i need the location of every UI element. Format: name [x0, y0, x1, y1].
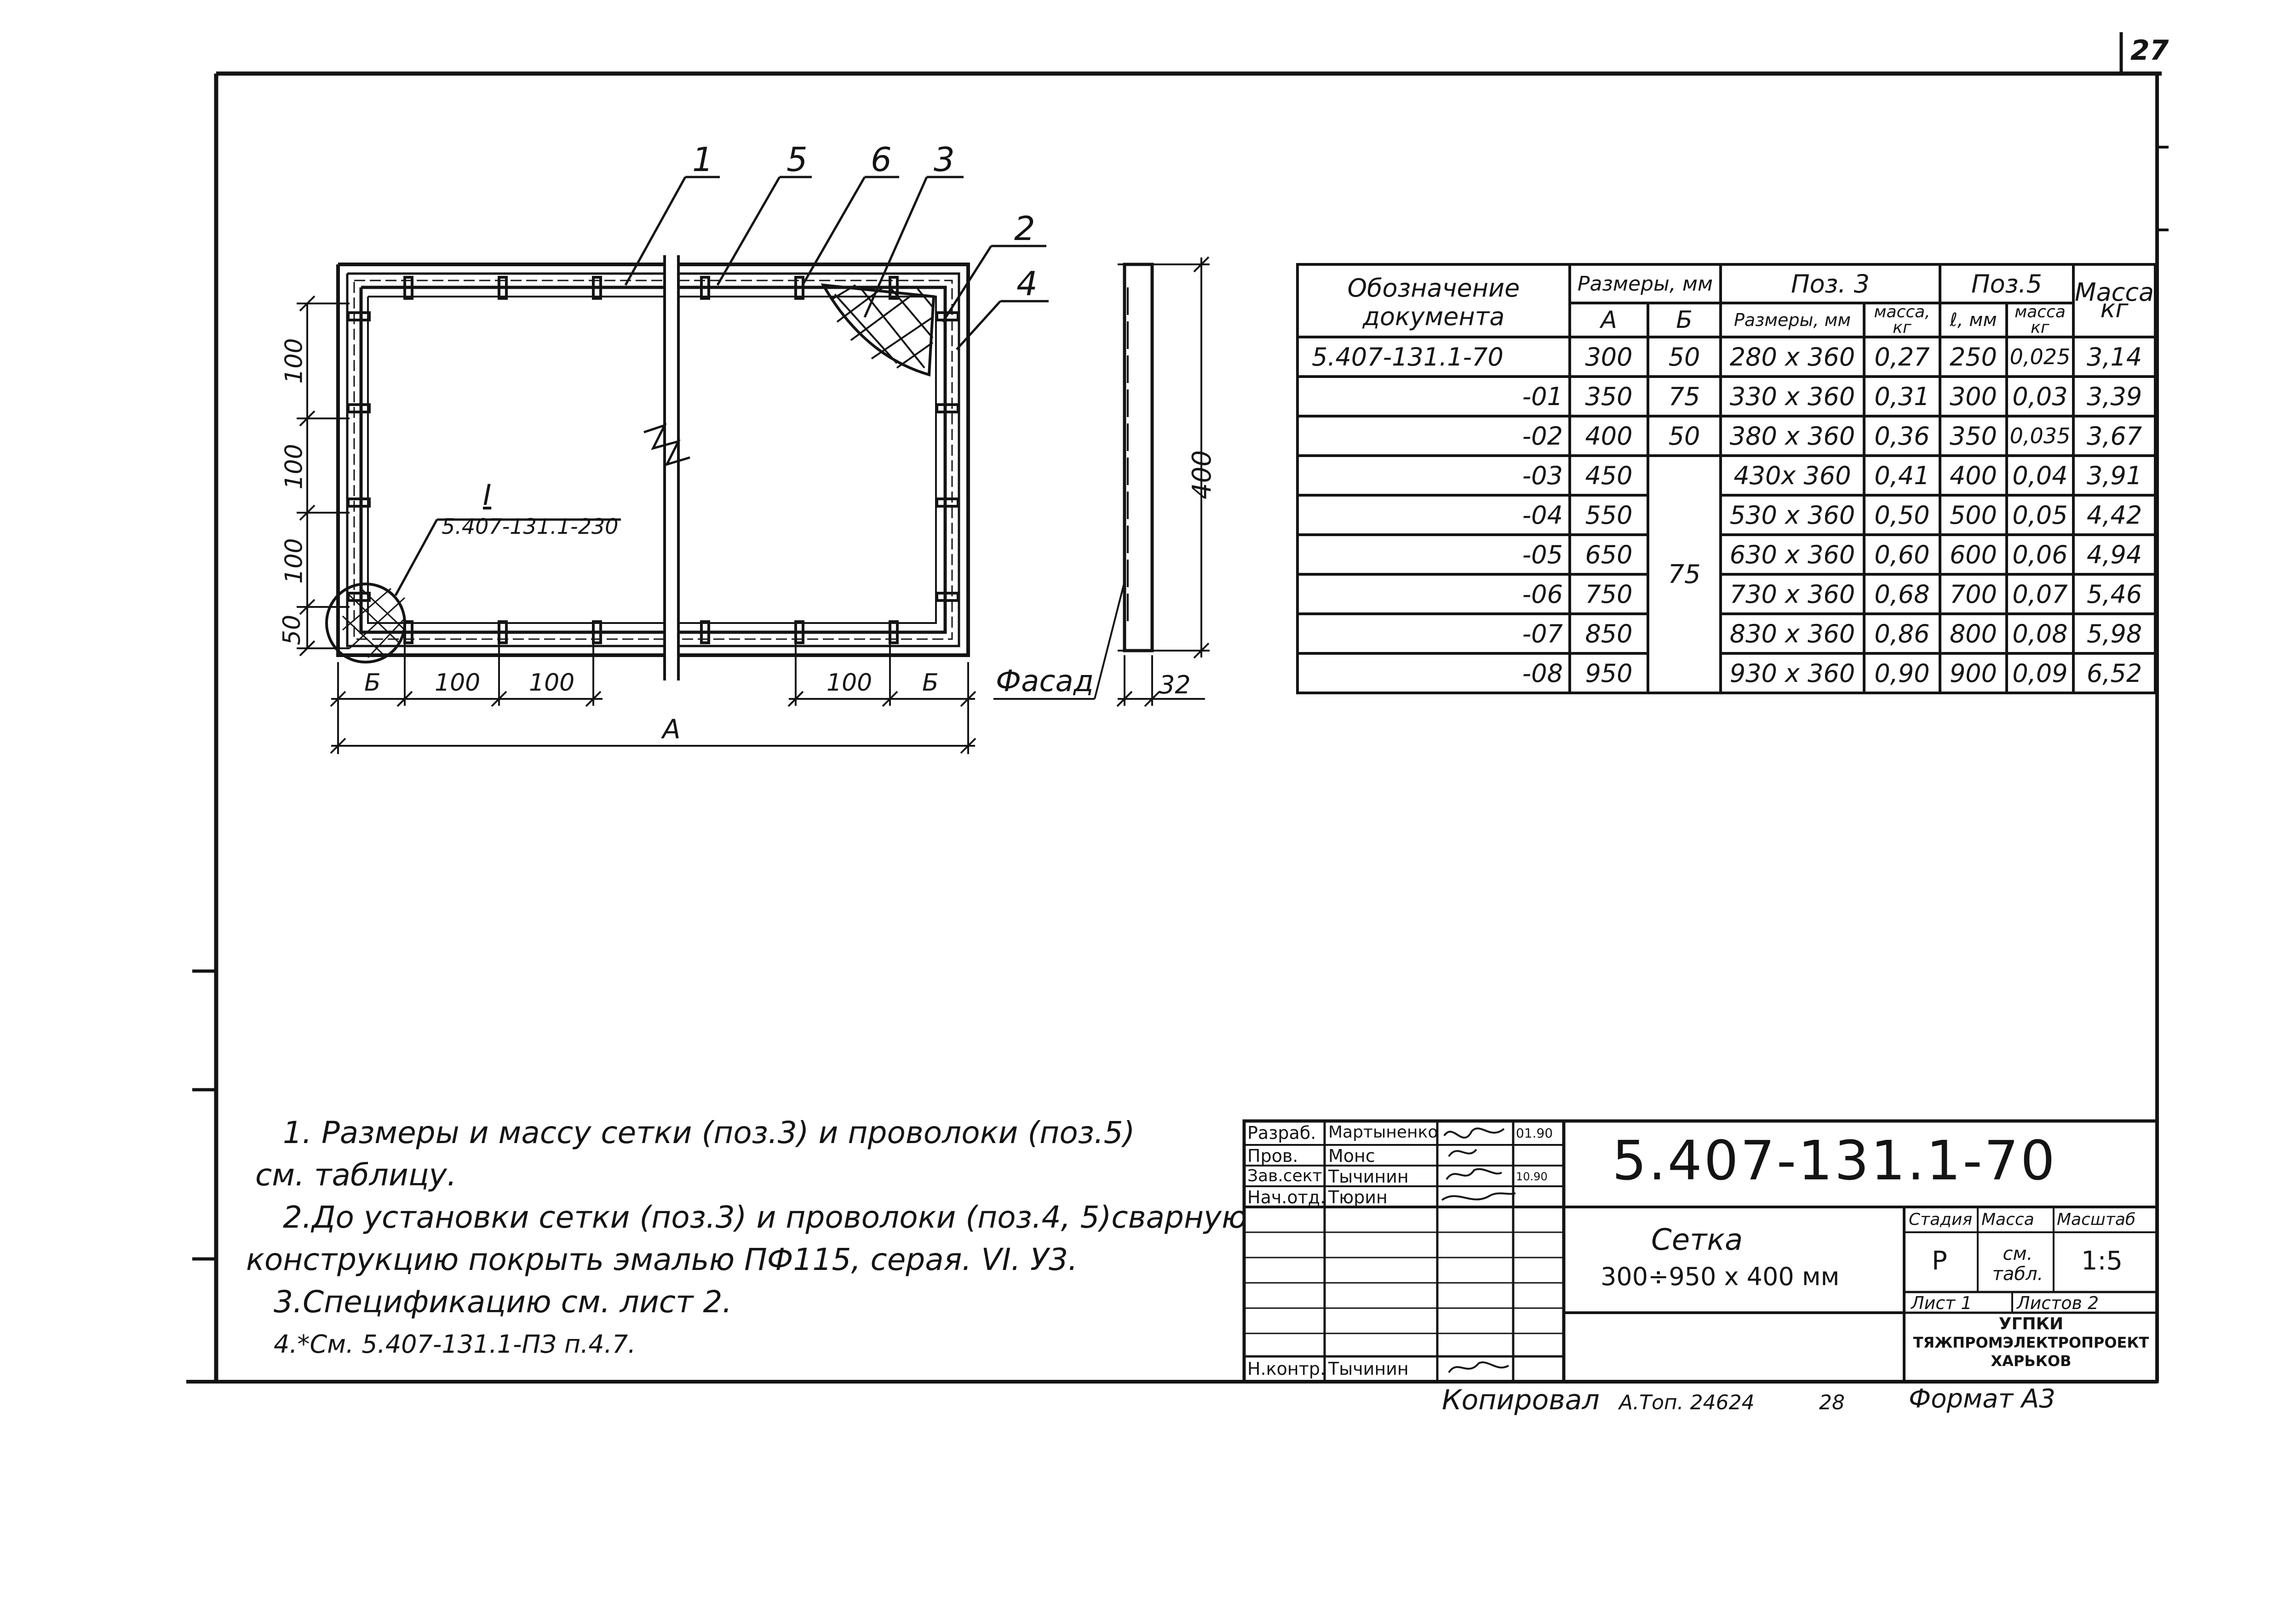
role-dept-head: Нач.отд. [1247, 1187, 1326, 1207]
name-sector-head: Тычинин [1328, 1167, 1409, 1187]
header-pos5-l: ℓ, мм [1940, 303, 2007, 337]
sheets-label: Листов 2 [2017, 1293, 2099, 1313]
facade-label: Фасад [996, 664, 1094, 698]
header-document: Обозначение документа [1297, 264, 1570, 337]
leader-label-5: 5 [786, 140, 808, 179]
mass-label: Масса [1981, 1210, 2034, 1229]
stage-value: Р [1932, 1246, 1947, 1276]
dim-left-100-a: 100 [280, 338, 308, 384]
dim-left-100-c: 100 [280, 538, 308, 584]
dim-left-50: 50 [278, 614, 306, 646]
scale-value: 1:5 [2081, 1246, 2123, 1276]
table-row: -02 400 50 380 x 360 0,36 350 0,035 3,67 [1297, 416, 2155, 456]
document-name: Сетка [1651, 1223, 1743, 1257]
b-merged-cell: 75 [1648, 456, 1721, 693]
role-sector-head: Зав.сект. [1247, 1167, 1327, 1185]
note-line: см. таблицу. [255, 1157, 457, 1193]
header-pos3: Поз. 3 [1721, 264, 1940, 303]
table-row: -04 550 530 x 360 0,50 500 0,05 4,42 [1297, 495, 2155, 535]
note-line: 4.*См. 5.407-131.1-ПЗ п.4.7. [274, 1330, 636, 1359]
dim-height-400: 400 [1187, 450, 1217, 499]
order-number: 28 [1819, 1391, 1845, 1414]
note-line: 3.Спецификацию см. лист 2. [274, 1284, 732, 1320]
dim-overall-a: А [662, 714, 681, 745]
sheet-label: Лист 1 [1911, 1293, 1972, 1313]
detail-mark: I [483, 478, 492, 512]
note-line: 2.До установки сетки (поз.3) и проволоки (поз.4, 5)сварную [283, 1200, 1247, 1235]
sheet-number: 27 [2130, 34, 2169, 67]
table-row: -07 850 830 x 360 0,86 800 0,08 5,98 [1297, 614, 2155, 653]
table-row: -06 750 730 x 360 0,68 700 0,07 5,46 [1297, 574, 2155, 614]
table-row: -05 650 630 x 360 0,60 600 0,06 4,94 [1297, 535, 2155, 574]
name-dept-head: Тюрин [1328, 1187, 1388, 1207]
name-developer: Мартыненко [1328, 1123, 1438, 1142]
detail-reference: 5.407-131.1-230 [442, 514, 619, 539]
role-developer: Разраб. [1247, 1123, 1316, 1143]
dim-bottom-100-b: 100 [529, 669, 575, 697]
document-name-sub: 300÷950 x 400 мм [1601, 1262, 1840, 1291]
table-row: -03 450 75 430x 360 0,41 400 0,04 3,91 [1297, 456, 2155, 495]
table-row: -01 350 75 330 x 360 0,31 300 0,03 3,39 [1297, 377, 2155, 416]
copied-label: Копировал [1442, 1384, 1600, 1416]
table-row: -08 950 930 x 360 0,90 900 0,09 6,52 [1297, 653, 2155, 693]
table-row: 5.407-131.1-70 300 50 280 x 360 0,27 250 0,025 3,14 [1297, 337, 2155, 377]
leader-label-4: 4 [1016, 264, 1038, 303]
date-sector-head: 10.90 [1516, 1170, 1548, 1183]
role-checker: Пров. [1247, 1146, 1298, 1166]
role-norm-control: Н.контр. [1247, 1359, 1326, 1379]
organization: УГПКИ ТЯЖПРОМЭЛЕКТРОПРОЕКТ ХАРЬКОВ [1913, 1315, 2149, 1370]
date-developer: 01.90 [1516, 1126, 1553, 1141]
header-pos3-mass: масса, кг [1864, 303, 1940, 337]
leader-label-1: 1 [692, 140, 713, 179]
dim-bottom-b-right: Б [922, 669, 939, 697]
stage-label: Стадия [1909, 1210, 1973, 1229]
dim-bottom-b-left: Б [364, 669, 381, 697]
header-b: Б [1648, 303, 1721, 337]
name-norm-control: Тычинин [1328, 1359, 1409, 1379]
mass-value: см. табл. [1992, 1243, 2043, 1285]
name-checker: Монс [1328, 1146, 1375, 1166]
header-pos5-mass: масса кг [2007, 303, 2073, 337]
header-mass: Масса кг [2073, 264, 2155, 337]
scale-label: Масштаб [2057, 1210, 2136, 1229]
dim-bottom-100-c: 100 [826, 669, 872, 697]
header-pos3-sizes: Размеры, мм [1721, 303, 1864, 337]
dim-left-100-b: 100 [280, 444, 308, 490]
dim-bottom-100-a: 100 [435, 669, 481, 697]
leader-label-2: 2 [1014, 209, 1035, 248]
leader-label-3: 3 [934, 140, 955, 179]
header-pos5: Поз.5 [1940, 264, 2073, 303]
note-line: конструкцию покрыть эмалью ПФ115, серая. VI. У3. [246, 1242, 1078, 1277]
dim-side-32: 32 [1159, 670, 1191, 699]
note-line: 1. Размеры и массу сетки (поз.3) и проволоки (поз.5) [283, 1115, 1135, 1150]
leader-label-6: 6 [871, 140, 892, 179]
header-sizes: Размеры, мм [1570, 264, 1721, 303]
copier-info: А.Топ. 24624 [1619, 1391, 1755, 1414]
document-code: 5.407-131.1-70 [1612, 1129, 2057, 1192]
format-label: Формат А3 [1909, 1384, 2055, 1414]
header-a: А [1570, 303, 1648, 337]
